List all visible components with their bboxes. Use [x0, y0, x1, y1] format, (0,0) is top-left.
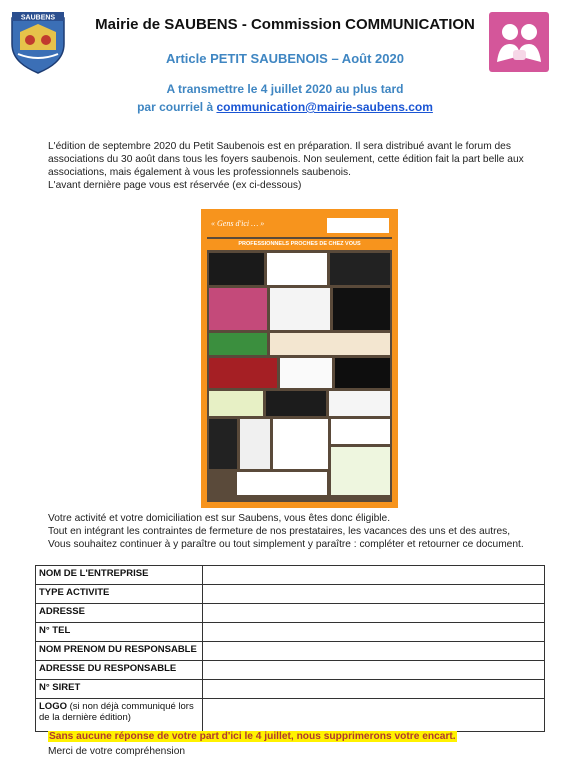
ad-tile — [209, 253, 264, 285]
address-field[interactable] — [203, 604, 545, 623]
ad-tile — [330, 253, 390, 285]
ad-tile — [273, 419, 328, 469]
form-row — [36, 585, 545, 604]
poster-heading: « Gens d'ici … » — [211, 219, 265, 228]
ad-tile — [209, 333, 267, 355]
ad-tile — [329, 391, 390, 416]
ad-tile — [209, 288, 267, 330]
deadline-warning: Sans aucune réponse de votre part d'ici le 4 juillet, nous supprimerons votre encart. — [49, 731, 456, 742]
ad-tile — [267, 253, 327, 285]
siret-field[interactable] — [203, 680, 545, 699]
article-title: Article PETIT SAUBENOIS – Août 2020 — [166, 51, 404, 66]
sample-page-image — [201, 209, 398, 508]
intro-paragraph: L'avant dernière page vous est réservée (ex ci-dessous) — [48, 180, 302, 191]
manager-name-field[interactable] — [203, 642, 545, 661]
form-label: NOM PRENOM DU RESPONSABLE — [36, 642, 203, 661]
activity-type-field[interactable] — [203, 585, 545, 604]
form-row — [36, 661, 545, 680]
eligibility-line: Tout en intégrant les contraintes de fermeture de nos prestataires, les vacances des uns et des autres, — [48, 526, 511, 537]
ad-tile — [335, 358, 390, 388]
eligibility-line: Votre activité et votre domiciliation est sur Saubens, vous êtes donc éligible. — [48, 513, 391, 524]
form-label: N° TEL — [36, 623, 203, 642]
form-row — [36, 566, 545, 585]
poster-content — [207, 215, 392, 502]
ad-tile — [270, 288, 330, 330]
ad-tile — [209, 419, 237, 469]
crest-label: SAUBENS — [20, 14, 56, 22]
form-label: N° SIRET — [36, 680, 203, 699]
form-label: ADRESSE — [36, 604, 203, 623]
poster-banner: PROFESSIONNELS PROCHES DE CHEZ VOUS — [207, 239, 392, 250]
form-row — [36, 699, 545, 732]
ad-tile — [333, 288, 390, 330]
deadline-text: A transmettre le 4 juillet 2020 au plus tard — [166, 82, 404, 96]
form-row — [36, 642, 545, 661]
saubens-crest-logo — [10, 10, 66, 74]
ad-tile — [237, 472, 327, 495]
ad-tile — [331, 447, 390, 495]
logo-field[interactable] — [203, 699, 545, 732]
eligibility-text — [48, 512, 548, 551]
logo-note: (si non déjà communiqué lors de la dernière édition) — [39, 701, 194, 723]
manager-address-field[interactable] — [203, 661, 545, 680]
form-label: TYPE ACTIVITE — [36, 585, 203, 604]
phone-field[interactable] — [203, 623, 545, 642]
logo-label: LOGO — [39, 701, 67, 712]
form-row — [36, 680, 545, 699]
ad-tile — [280, 358, 332, 388]
page-title: Mairie de SAUBENS - Commission COMMUNICATION — [95, 16, 475, 33]
intro-text — [48, 140, 548, 192]
thanks-text: Merci de votre compréhension — [48, 746, 186, 757]
ad-tile — [209, 358, 277, 388]
ad-tile — [240, 419, 270, 469]
eligibility-line: Vous souhaitez continuer à y paraître ou tout simplement y paraître : compléter et retourner ce document. — [48, 539, 524, 550]
registration-form — [35, 565, 545, 732]
ad-tile — [209, 391, 263, 416]
form-row — [36, 623, 545, 642]
ad-tile — [270, 333, 390, 355]
form-row — [36, 604, 545, 623]
ad-tile — [331, 419, 390, 444]
email-link[interactable]: communication@mairie-saubens.com — [216, 100, 433, 114]
ad-tile — [266, 391, 326, 416]
form-label — [36, 699, 203, 732]
email-prefix: par courriel à — [137, 100, 217, 114]
company-name-field[interactable] — [203, 566, 545, 585]
email-line — [70, 100, 500, 114]
form-label: ADRESSE DU RESPONSABLE — [36, 661, 203, 680]
intro-paragraph: L'édition de septembre 2020 du Petit Saubenois est en préparation. Il sera distribué avant le forum des associations du 30 août dans tous les foyers saubenois. Non seulement, cette édition fait la part belle aux associations, mais également à vous les professionnels saubenois. — [48, 141, 524, 178]
form-label: NOM DE L'ENTREPRISE — [36, 566, 203, 585]
